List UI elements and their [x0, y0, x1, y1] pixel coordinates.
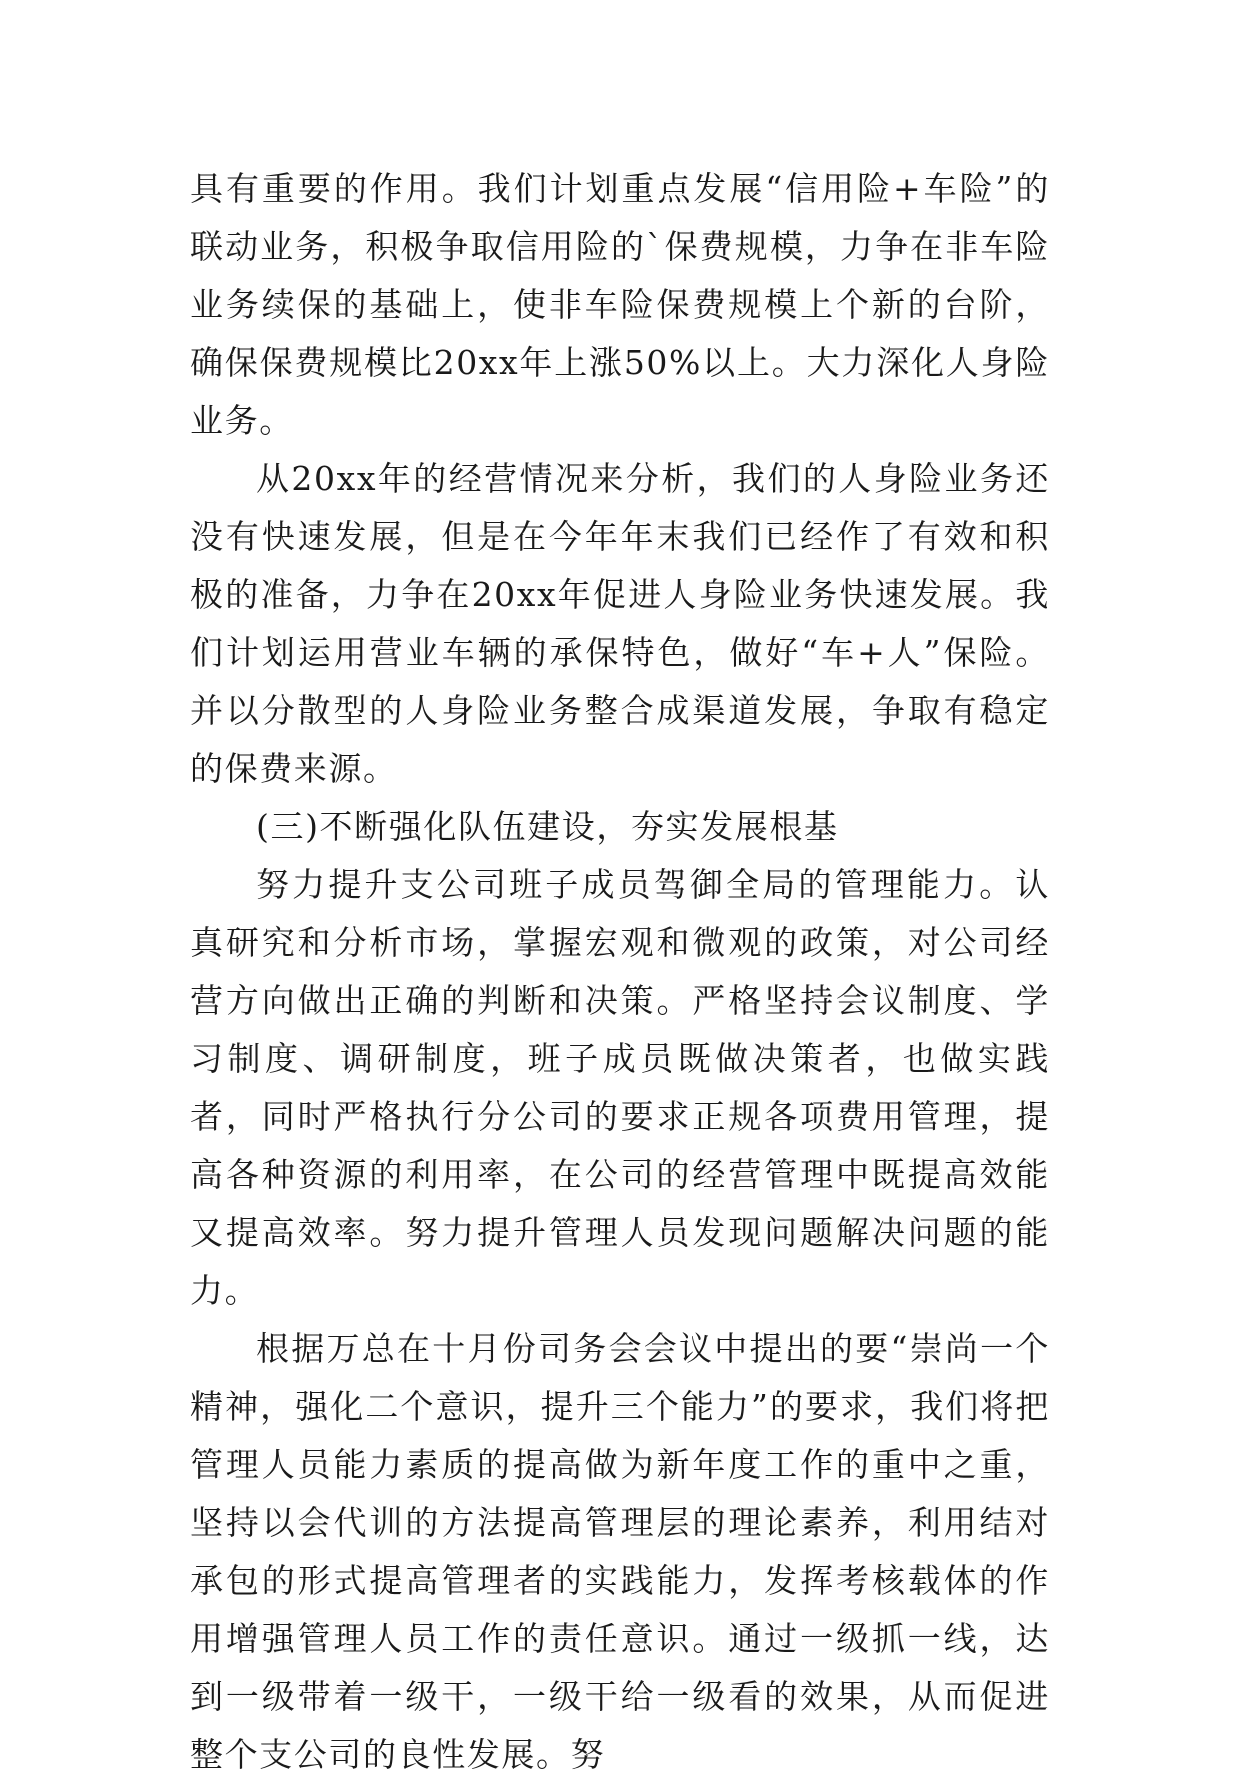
section-heading-team-building: (三)不断强化队伍建设，夯实发展根基	[256, 807, 839, 846]
paragraph-insurance-linkage: 具有重要的作用。我们计划重点发展“信用险+车险”的联动业务，积极争取信用险的`保费规模，力争在非车险业务续保的基础上，使非车险保费规模上个新的台阶，确保保费规模比20xx年上涨50%以上。大力深化人身险业务。	[190, 169, 1050, 440]
paragraph-personal-insurance: 从20xx年的经营情况来分析，我们的人身险业务还没有快速发展，但是在今年年末我们已经作了有效和积极的准备，力争在20xx年促进人身险业务快速发展。我们计划运用营业车辆的承保特色，做好“车+人”保险。并以分散型的人身险业务整合成渠道发展，争取有稳定的保费来源。	[190, 459, 1050, 788]
paragraph-staff-quality: 根据万总在十月份司务会会议中提出的要“崇尚一个精神，强化二个意识，提升三个能力”的要求，我们将把管理人员能力素质的提高做为新年度工作的重中之重，坚持以会代训的方法提高管理层的理论素养，利用结对承包的形式提高管理者的实践能力，发挥考核载体的作用增强管理人员工作的责任意识。通过一级抓一线，达到一级带着一级干，一级干给一级看的效果，从而促进整个支公司的良性发展。努	[190, 1329, 1050, 1774]
paragraph-management-capability: 努力提升支公司班子成员驾御全局的管理能力。认真研究和分析市场，掌握宏观和微观的政策，对公司经营方向做出正确的判断和决策。严格坚持会议制度、学习制度、调研制度，班子成员既做决策者，也做实践者，同时严格执行分公司的要求正规各项费用管理，提高各种资源的利用率，在公司的经营管理中既提高效能又提高效率。努力提升管理人员发现问题解决问题的能力。	[190, 865, 1050, 1310]
document-body	[190, 160, 1050, 1784]
